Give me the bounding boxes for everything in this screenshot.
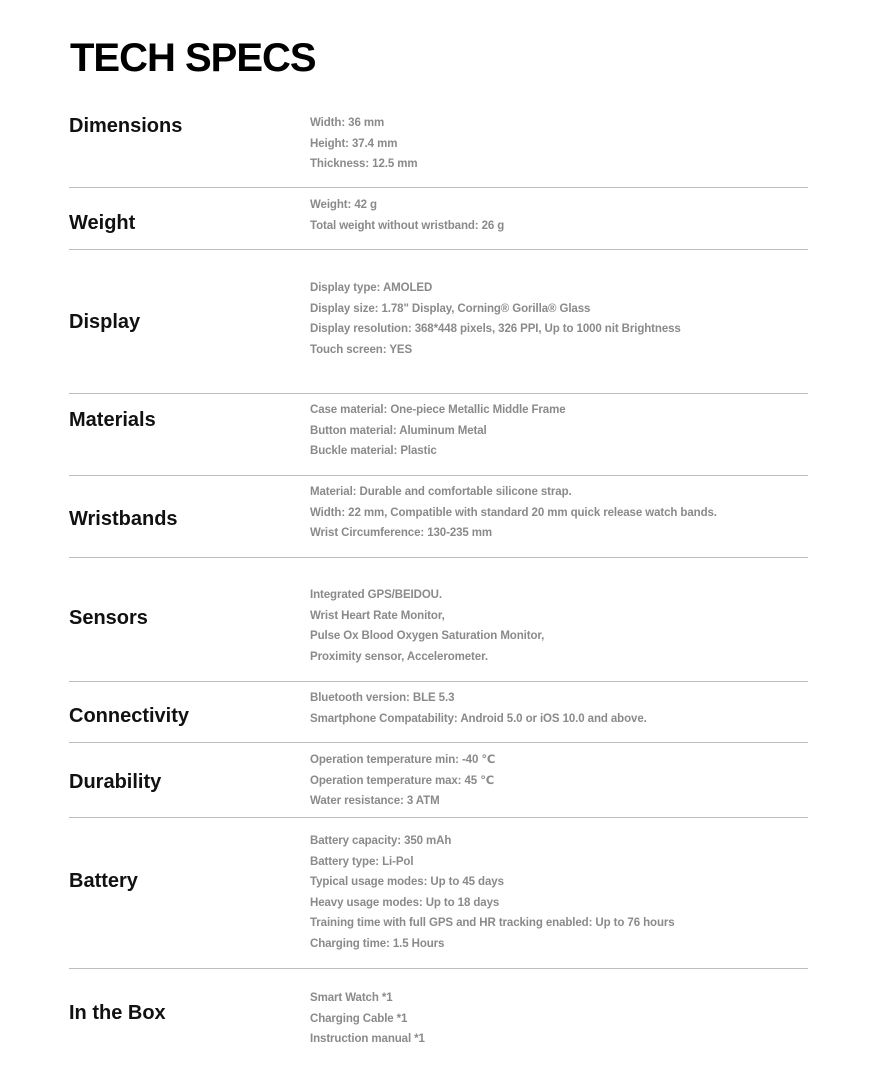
spec-row-connectivity (69, 682, 808, 743)
spec-value: Width: 22 mm, Compatible with standard 20 mm quick release watch bands. (310, 506, 717, 519)
spec-label: Wristbands (69, 508, 178, 530)
spec-values (310, 831, 675, 954)
spec-value: Display resolution: 368*448 pixels, 326 PPI, Up to 1000 nit Brightness (310, 323, 681, 335)
spec-value: Water resistance: 3 ATM (310, 795, 440, 807)
spec-row-weight (69, 188, 808, 250)
spec-values (310, 688, 647, 729)
spec-value: Battery capacity: 350 mAh (310, 835, 452, 847)
spec-values (310, 278, 681, 360)
spec-value: Touch screen: YES (310, 343, 413, 356)
spec-row-materials (69, 394, 808, 476)
spec-value: Height: 37.4 mm (310, 137, 398, 150)
spec-value: Integrated GPS/BEIDOU. (310, 589, 442, 601)
spec-label: Dimensions (69, 115, 183, 137)
spec-row-durability (69, 743, 808, 818)
spec-value: Training time with full GPS and HR tracking enabled: Up to 76 hours (310, 917, 675, 929)
spec-row-in-the-box (69, 969, 808, 1069)
spec-value: Display type: AMOLED (310, 282, 433, 294)
spec-value: Thickness: 12.5 mm (310, 158, 418, 170)
spec-row-battery (69, 818, 808, 969)
spec-value: Weight: 42 g (310, 199, 377, 211)
spec-values (310, 113, 418, 175)
spec-values (310, 482, 717, 544)
spec-label: Weight (69, 212, 136, 234)
spec-label: Materials (69, 409, 156, 431)
spec-values (310, 585, 544, 667)
spec-value: Total weight without wristband: 26 g (310, 219, 505, 232)
spec-value: Heavy usage modes: Up to 18 days (310, 896, 500, 909)
spec-value: Case material: One-piece Metallic Middle Frame (310, 404, 566, 416)
spec-label: Sensors (69, 607, 148, 629)
spec-value: Buckle material: Plastic (310, 445, 437, 457)
spec-row-dimensions (69, 104, 808, 188)
spec-label: Battery (69, 870, 138, 892)
spec-value: Display size: 1.78" Display, Corning® Gorilla® Glass (310, 302, 591, 315)
spec-value: Button material: Aluminum Metal (310, 424, 487, 437)
spec-value: Battery type: Li-Pol (310, 855, 414, 868)
spec-value: Smart Watch *1 (310, 992, 393, 1004)
spec-value: Pulse Ox Blood Oxygen Saturation Monitor, (310, 630, 545, 642)
spec-value: Charging time: 1.5 Hours (310, 937, 445, 950)
spec-label: Durability (69, 771, 162, 793)
spec-value: Material: Durable and comfortable silicone strap. (310, 486, 572, 498)
spec-value: Bluetooth version: BLE 5.3 (310, 692, 455, 704)
spec-values (310, 750, 495, 812)
spec-value: Wrist Heart Rate Monitor, (310, 609, 445, 622)
spec-value: Operation temperature min: -40 ℃ (310, 754, 496, 766)
spec-value: Charging Cable *1 (310, 1012, 408, 1025)
spec-label: Display (69, 311, 141, 333)
spec-row-sensors (69, 558, 808, 682)
spec-value: Proximity sensor, Accelerometer. (310, 650, 488, 663)
spec-row-wristbands (69, 476, 808, 558)
spec-value: Operation temperature max: 45 ℃ (310, 774, 495, 787)
spec-values (310, 195, 504, 236)
spec-row-display (69, 250, 808, 394)
spec-value: Wrist Circumference: 130-235 mm (310, 527, 493, 539)
spec-value: Instruction manual *1 (310, 1033, 425, 1045)
spec-values (310, 988, 425, 1050)
spec-value: Smartphone Compatability: Android 5.0 or iOS 10.0 and above. (310, 712, 647, 725)
page-title: TECH SPECS (70, 36, 316, 80)
spec-values (310, 400, 566, 462)
spec-label: Connectivity (69, 705, 190, 727)
spec-value: Width: 36 mm (310, 117, 385, 129)
spec-label: In the Box (69, 1002, 166, 1024)
spec-value: Typical usage modes: Up to 45 days (310, 876, 504, 888)
